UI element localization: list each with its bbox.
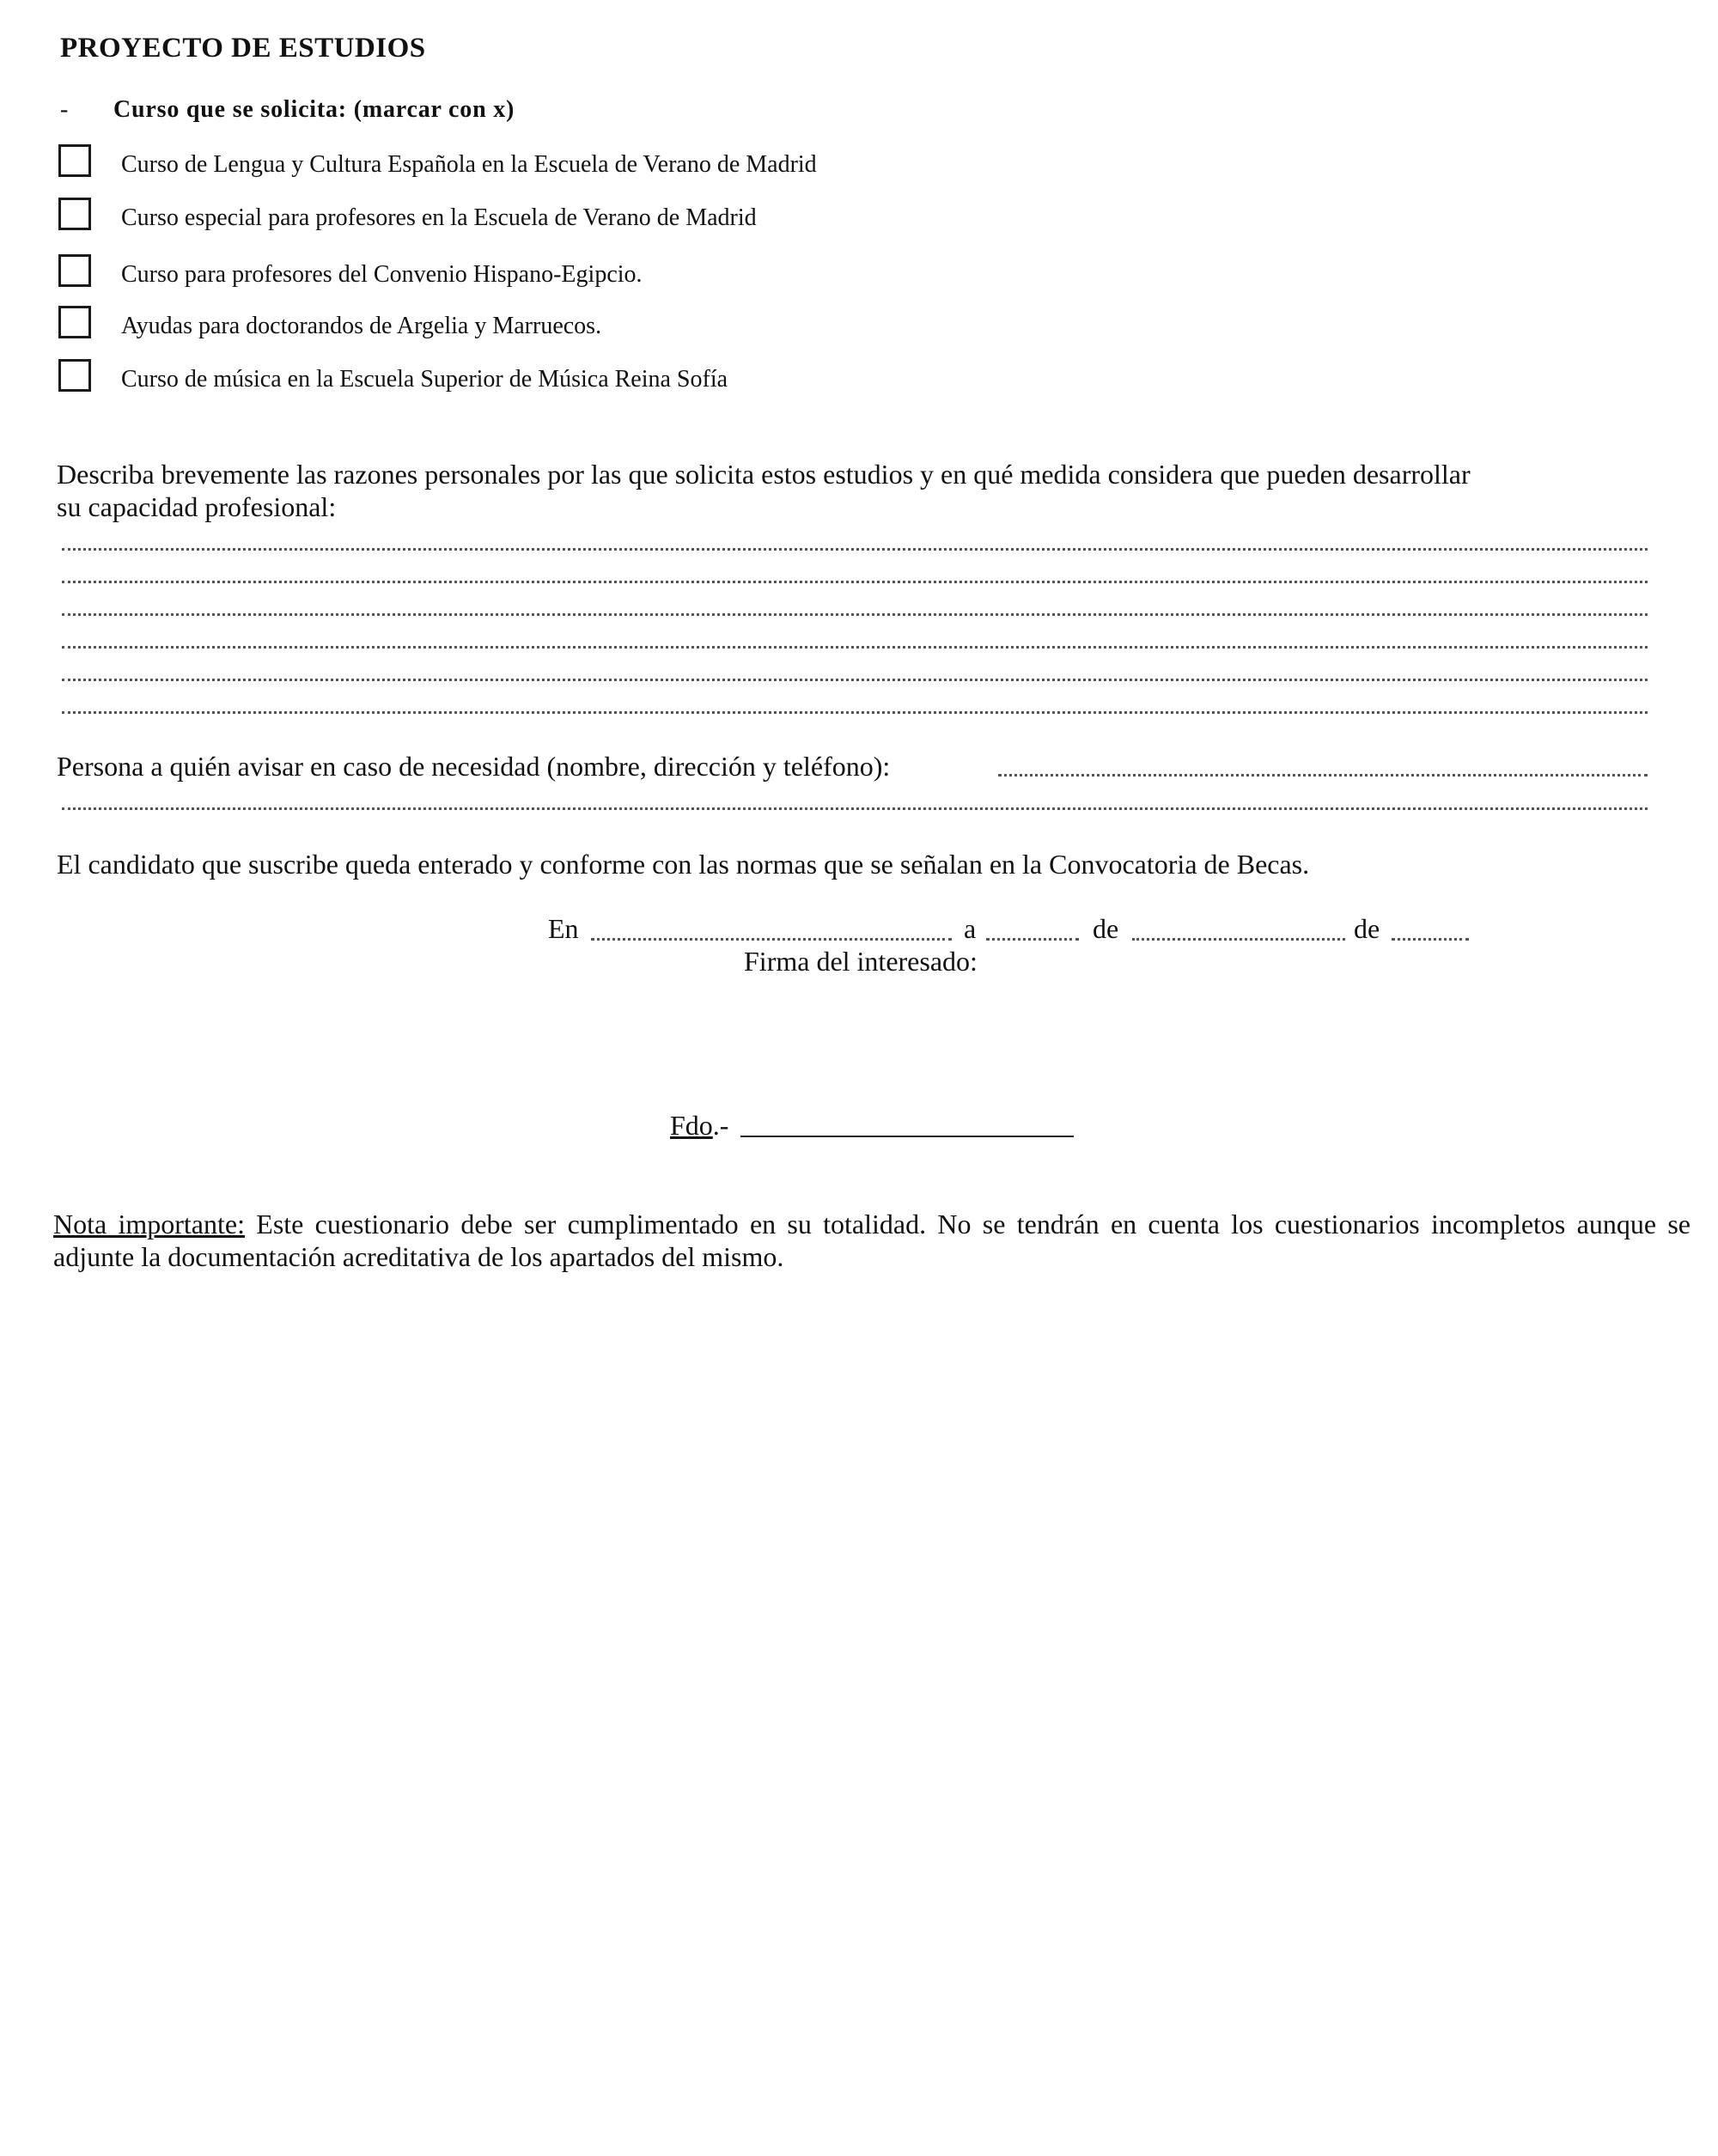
- date-en: En: [548, 913, 579, 944]
- list-dash: -: [60, 96, 69, 123]
- course-label: Ayudas para doctorandos de Argelia y Marruecos.: [121, 313, 602, 339]
- course-section-heading: Curso que se solicita: (marcar con x): [113, 96, 515, 123]
- reasons-answer-line[interactable]: [62, 548, 1648, 551]
- fdo-label: [670, 1110, 728, 1142]
- date-de-1: de: [1093, 913, 1119, 944]
- reasons-answer-line[interactable]: [62, 711, 1648, 714]
- signature-line[interactable]: [740, 1136, 1074, 1137]
- course-label: Curso para profesores del Convenio Hispano-Egipcio.: [121, 261, 643, 288]
- date-place-field[interactable]: [591, 938, 952, 941]
- reasons-answer-line[interactable]: [62, 679, 1648, 681]
- course-label: Curso especial para profesores en la Escuela de Verano de Madrid: [121, 204, 757, 231]
- note-text: Este cuestionario debe ser cumplimentado en su totalidad. No se tendrán en cuenta los cuestionarios incompletos aunque se adjunte la documentación acreditativa de los apartados del mismo.: [53, 1209, 1691, 1272]
- fdo-prefix: Fdo: [670, 1110, 713, 1141]
- page-title: PROYECTO DE ESTUDIOS: [60, 33, 426, 64]
- date-month-field[interactable]: [1132, 938, 1345, 941]
- reasons-answer-line[interactable]: [62, 613, 1648, 616]
- signature-label: Firma del interesado:: [744, 946, 978, 977]
- course-checkbox-lengua-cultura[interactable]: [58, 144, 91, 177]
- course-checkbox-profesores-verano[interactable]: [58, 198, 91, 230]
- contact-label: Persona a quién avisar en caso de necesidad (nombre, dirección y teléfono):: [57, 751, 891, 782]
- fdo-suffix: .-: [712, 1110, 729, 1141]
- date-de-2: de: [1354, 913, 1380, 944]
- reasons-prompt-line1: Describa brevemente las razones personales por las que solicita estos estudios y en qué medida considera que pueden desarrollar: [57, 459, 1471, 490]
- reasons-answer-line[interactable]: [62, 581, 1648, 583]
- agreement-text: El candidato que suscribe queda enterado y conforme con las normas que se señalan en la Convocatoria de Becas.: [57, 849, 1310, 880]
- reasons-answer-line[interactable]: [62, 646, 1648, 649]
- reasons-prompt-line2: su capacidad profesional:: [57, 491, 337, 522]
- course-checkbox-musica[interactable]: [58, 359, 91, 392]
- reasons-prompt: [57, 458, 1471, 523]
- date-day-field[interactable]: [986, 938, 1079, 941]
- contact-answer-line[interactable]: [62, 807, 1648, 810]
- contact-answer-line[interactable]: [998, 774, 1648, 777]
- date-a: a: [964, 913, 977, 944]
- important-note: [53, 1208, 1691, 1273]
- note-heading: Nota importante:: [53, 1209, 245, 1239]
- course-checkbox-hispano-egipcio[interactable]: [58, 254, 91, 287]
- course-checkbox-doctorandos[interactable]: [58, 306, 91, 338]
- course-label: Curso de Lengua y Cultura Española en la Escuela de Verano de Madrid: [121, 151, 817, 178]
- course-label: Curso de música en la Escuela Superior de Música Reina Sofía: [121, 366, 728, 393]
- date-year-field[interactable]: [1392, 938, 1469, 941]
